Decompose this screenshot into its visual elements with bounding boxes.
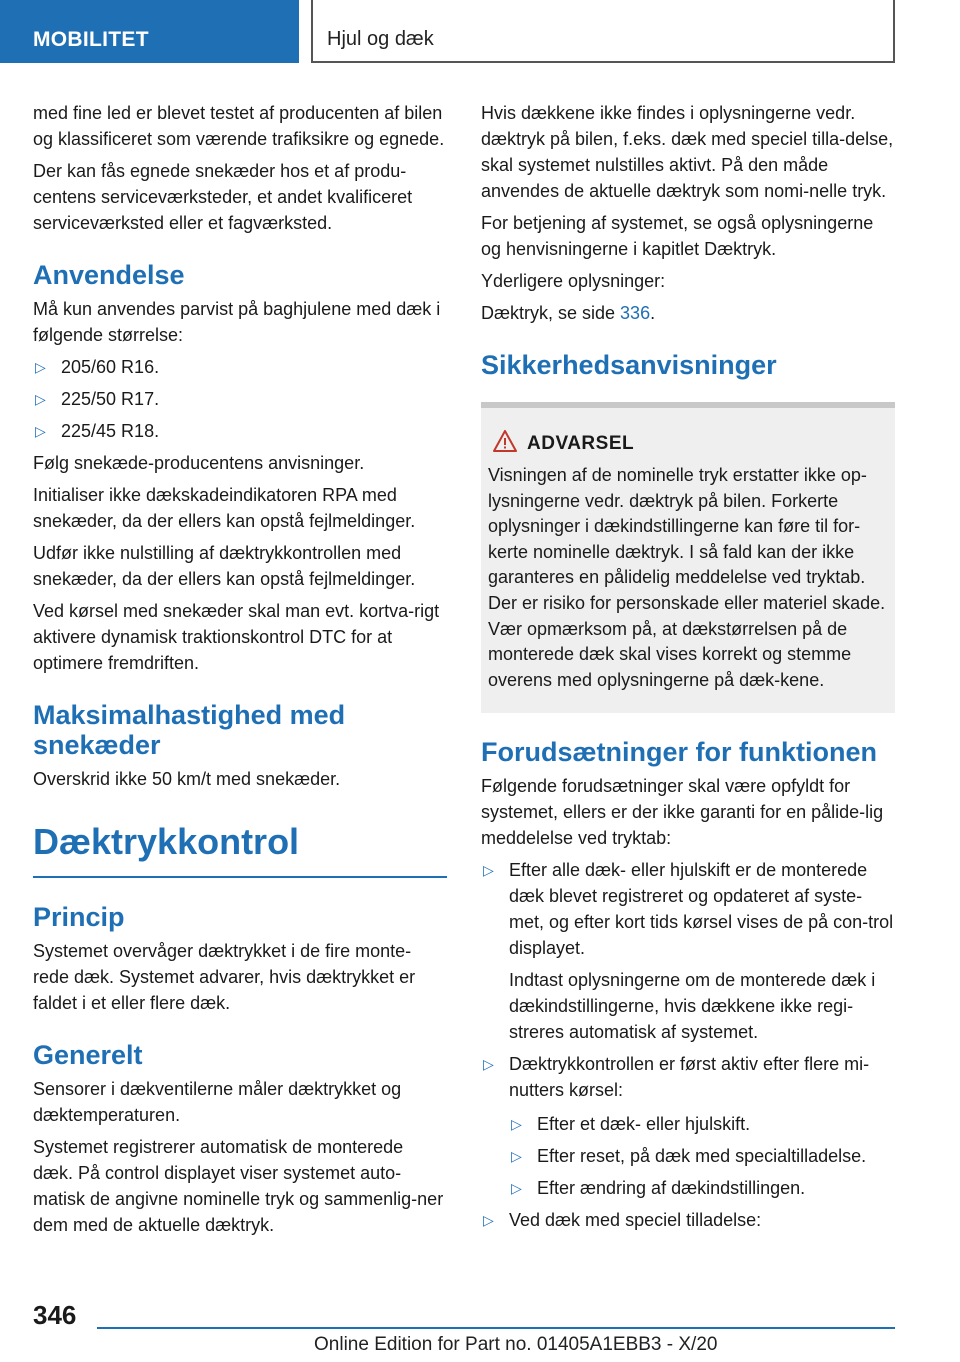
- paragraph: Følgende forudsætninger skal være opfyldt for systemet, ellers er der ikke garanti for en pålide‐lig meddelelse ved tryktab:: [481, 776, 884, 849]
- nested-list: [509, 1111, 895, 1201]
- section-heading-generelt: Generelt: [33, 1040, 143, 1070]
- triangle-bullet-icon: ▷: [35, 391, 46, 407]
- section-heading-sikkerhed: Sikkerhedsanvisninger: [481, 350, 777, 380]
- list-item: [509, 1143, 895, 1169]
- paragraph: Overskrid ikke 50 km/t med snekæder.: [33, 769, 341, 789]
- triangle-bullet-icon: ▷: [511, 1116, 522, 1133]
- triangle-bullet-icon: ▷: [511, 1148, 522, 1165]
- list-item: [481, 857, 895, 1045]
- list-item-text: Efter ændring af dækindstillingen.: [537, 1178, 806, 1199]
- edition-footer: Online Edition for Part no. 01405A1EBB3 - X/20: [314, 1334, 718, 1355]
- page-number: 346: [33, 1300, 77, 1330]
- section-tab: [0, 0, 299, 63]
- list-item-text: Efter alle dæk- eller hjulskift er de monterede dæk blevet registreret og opdateret af syste‐met, og efter kort tids kørsel vises de på con‐trol displayet.: [509, 860, 894, 959]
- list-item: [481, 1051, 895, 1201]
- paragraph-text: .: [650, 303, 656, 323]
- triangle-bullet-icon: ▷: [35, 423, 46, 439]
- list-item-text: Efter et dæk- eller hjulskift.: [537, 1114, 751, 1135]
- section-heading-forudsaetninger: Forudsætninger for funktionen: [481, 737, 877, 768]
- list-item-subparagraph: Indtast oplysningerne om de monterede dæk i dækindstillingerne, hvis dækkene ikke regi‐streres automatisk af systemet.: [509, 970, 876, 1043]
- chapter-title: Dæktrykkontrol: [33, 820, 447, 878]
- paragraph: Sensorer i dækventilerne måler dæktrykket og dæktemperaturen.: [33, 1079, 402, 1125]
- paragraph: Hvis dækkene ikke findes i oplysningerne vedr. dæktryk på bilen, f.eks. dæk med speciel tilla‐delse, skal systemet nulstilles aktivt. På den måde anvendes de aktuelle dæktryk som nomi‐nelle tryk.: [481, 103, 894, 201]
- paragraph: Initialiser ikke dækskadeindikatoren RPA med snekæder, da der ellers kan opstå fejlmeldinger.: [33, 485, 416, 531]
- paragraph: med fine led er blevet testet af producenten af bilen og klassificeret som værende trafiksikre og egnede.: [33, 103, 445, 149]
- list-item-text: Ved dæk med speciel tilladelse:: [509, 1210, 762, 1231]
- list-item-text: 225/50 R17.: [61, 389, 160, 409]
- paragraph: Systemet overvåger dæktrykket i de fire monte‐rede dæk. Systemet advarer, hvis dæktrykket er faldet i et eller flere dæk.: [33, 941, 416, 1013]
- section-heading-maks: Maksimalhastighed med snekæder: [33, 700, 346, 760]
- paragraph: Systemet registrerer automatisk de monterede dæk. På control displayet viser systemet auto‐matisk de angivne nominelle tryk og sammenlig‐ner dem med de aktuelle dæktryk.: [33, 1137, 444, 1235]
- list-item-text: 225/45 R18.: [61, 421, 160, 441]
- paragraph: Ved kørsel med snekæder skal man evt. kortva‐rigt aktivere dynamisk traktionskontrol DTC for at optimere fremdriften.: [33, 601, 440, 673]
- list-item-text: 205/60 R16.: [61, 357, 160, 377]
- paragraph: For betjening af systemet, se også oplysningerne og henvisningerne i kapitlet Dæktryk.: [481, 213, 874, 259]
- list-item: [33, 354, 447, 380]
- page-reference-link[interactable]: 336: [620, 303, 651, 323]
- paragraph: Yderligere oplysninger:: [481, 271, 666, 291]
- paragraph: Udfør ikke nulstilling af dæktrykkontrollen med snekæder, da der ellers kan opstå fejlmeldinger.: [33, 543, 416, 589]
- requirements-list: [481, 857, 895, 1233]
- warning-header: [493, 430, 888, 457]
- section-heading-princip: Princip: [33, 902, 125, 932]
- left-column: [33, 100, 447, 1244]
- list-item: [509, 1175, 895, 1201]
- paragraph-with-link: [481, 300, 895, 326]
- list-item: [33, 386, 447, 412]
- triangle-bullet-icon: ▷: [483, 1212, 494, 1229]
- warning-triangle-icon: [493, 430, 517, 457]
- list-item-text: Efter reset, på dæk med specialtilladelse.: [537, 1146, 867, 1167]
- paragraph: Må kun anvendes parvist på baghjulene med dæk i følgende størrelse:: [33, 299, 441, 345]
- list-item: [509, 1111, 895, 1137]
- list-item-text: Dæktrykkontrollen er først aktiv efter flere mi‐nutters kørsel:: [509, 1054, 870, 1101]
- list-item: [481, 1207, 895, 1233]
- topic-header: [311, 0, 895, 63]
- triangle-bullet-icon: ▷: [483, 862, 494, 879]
- triangle-bullet-icon: ▷: [483, 1056, 494, 1073]
- section-title: MOBILITET: [33, 28, 149, 51]
- list-item: [33, 418, 447, 444]
- triangle-bullet-icon: ▷: [511, 1180, 522, 1197]
- section-heading-anvendelse: Anvendelse: [33, 260, 185, 290]
- triangle-bullet-icon: ▷: [35, 359, 46, 375]
- footer-divider: [97, 1327, 895, 1329]
- right-column: [481, 100, 895, 1239]
- topic-title: Hjul og dæk: [327, 28, 434, 50]
- warning-text: Visningen af de nominelle tryk erstatter ikke op‐lysningerne vedr. dæktryk på bilen. Forkerte oplysninger i dækindstillingerne kan føre til for‐kerte nominelle dæktryk. I så fald kan der ikke garanteres en pålidelig meddelelse ved tryktab. Der er risiko for personskade eller materiel skade. Vær opmærksom på, at dækstørrelsen på de monterede dæk skal vises korrekt og stemme overens med oplysningerne på dæk‐kene.: [488, 465, 886, 690]
- paragraph-text: Dæktryk, se side: [481, 303, 621, 323]
- tire-size-list: [33, 354, 447, 444]
- paragraph: Følg snekæde-producentens anvisninger.: [33, 453, 365, 473]
- warning-box: [481, 402, 895, 713]
- paragraph: Der kan fås egnede snekæder hos et af produ‐centens serviceværksteder, et andet kvalificeret serviceværksted eller et fagværksted.: [33, 161, 413, 233]
- warning-title: ADVARSEL: [527, 432, 635, 454]
